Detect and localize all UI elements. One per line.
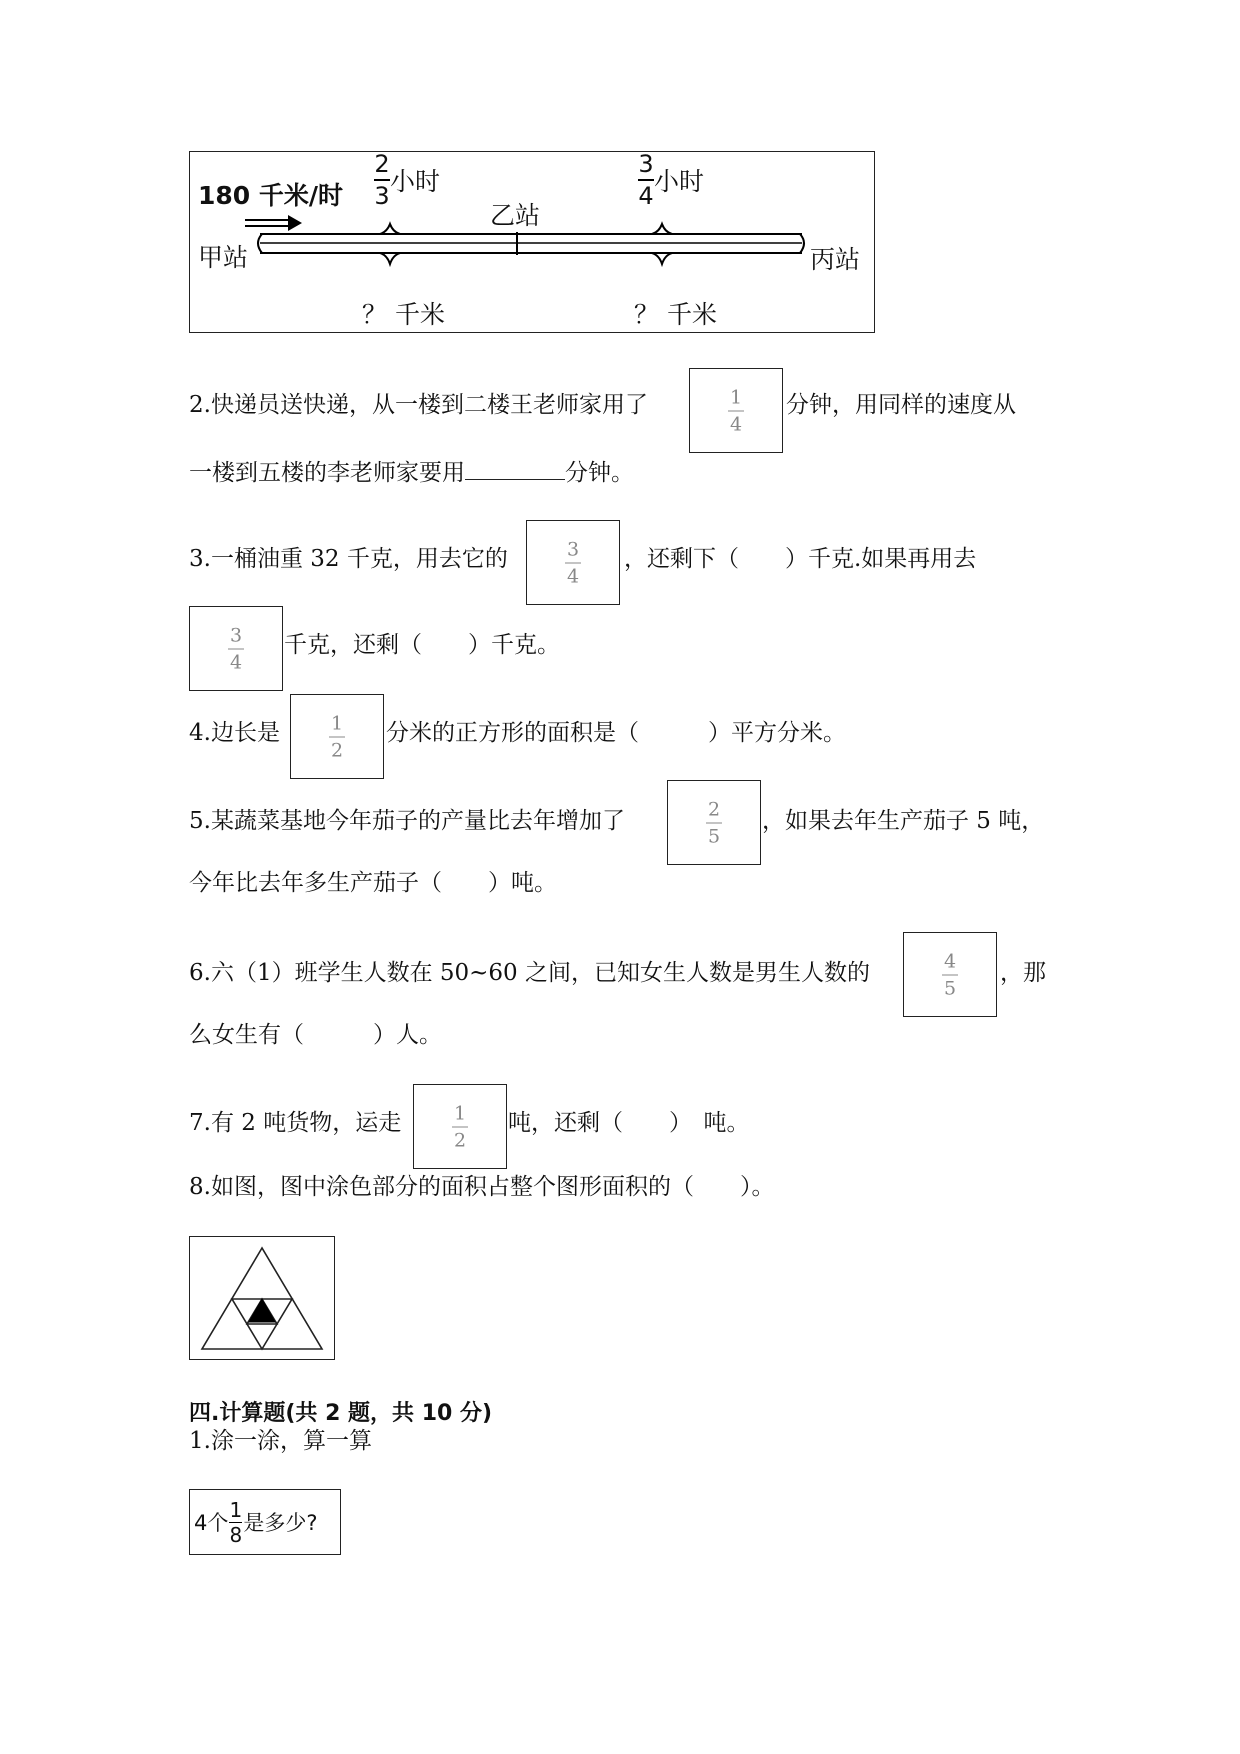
fraction: 3 4 — [566, 538, 580, 587]
question-7-end: 吨，还剩（ ） 吨。 — [508, 1110, 750, 1136]
q5-fraction-box — [667, 780, 761, 865]
question-4-end: 分米的正方形的面积是（ ）平方分米。 — [386, 720, 846, 746]
question-3-line1: 3.一桶油重 32 千克，用去它的 — [189, 546, 508, 572]
question-3-line1-end: ，还剩下（ ）千克.如果再用去 — [624, 546, 977, 572]
distance1-label: ？ 千米 — [362, 300, 445, 329]
distance2-label: ？ 千米 — [634, 300, 717, 329]
fraction: 3 4 — [229, 624, 243, 673]
q3-fraction-box-2 — [189, 606, 283, 691]
section-4-heading: 四.计算题(共 2 题，共 10 分) — [189, 1401, 493, 1426]
question-5-line1: 5.某蔬菜基地今年茄子的产量比去年增加了 — [189, 808, 625, 834]
question-6-line2: 么女生有（ ）人。 — [189, 1022, 442, 1048]
calc-prefix: 4个 — [194, 1511, 229, 1535]
calc-suffix: 是多少? — [243, 1511, 318, 1535]
speed-label: 180 千米/时 — [198, 181, 344, 210]
station-a-label: 甲站 — [198, 243, 249, 272]
q2-fraction-box — [689, 368, 783, 453]
question-7-start: 7.有 2 吨货物，运走 — [189, 1110, 402, 1136]
triangle-figure — [189, 1236, 335, 1360]
direction-arrow-icon — [245, 215, 302, 231]
time1-label: 2 3 小时 — [374, 150, 441, 210]
question-5-line2: 今年比去年多生产茄子（ ）吨。 — [189, 870, 557, 896]
question-2-line1: 2.快递员送快递，从一楼到二楼王老师家用了 — [189, 392, 648, 418]
fraction: 1 2 — [330, 712, 344, 761]
question-2-line2: 一楼到五楼的李老师家要用 分钟。 — [189, 460, 634, 486]
q4-fraction-box — [290, 694, 384, 779]
calc-fraction: 1 8 — [229, 1497, 243, 1547]
fraction: 4 5 — [943, 950, 957, 999]
question-6-line1-end: ，那 — [1000, 960, 1046, 986]
time2-label: 3 4 小时 — [638, 150, 705, 210]
calc-box — [189, 1489, 341, 1555]
question-6-line1: 6.六（1）班学生人数在 50~60 之间，已知女生人数是男生人数的 — [189, 960, 871, 986]
q7-fraction-box — [413, 1084, 507, 1169]
q3-fraction-box — [526, 520, 620, 605]
question-8: 8.如图，图中涂色部分的面积占整个图形面积的（ ）。 — [189, 1174, 775, 1200]
section-4-question-1: 1.涂一涂，算一算 — [189, 1428, 372, 1454]
fraction: 1 2 — [453, 1102, 467, 1151]
fraction: 1 4 — [729, 386, 743, 435]
nested-triangles-icon — [190, 1237, 334, 1359]
station-b-label: 乙站 — [490, 201, 541, 230]
question-3-line2: 千克，还剩（ ）千克。 — [284, 632, 560, 658]
answer-blank[interactable] — [465, 459, 565, 480]
question-2-line1-end: 分钟，用同样的速度从 — [786, 392, 1016, 418]
station-c-label: 丙站 — [810, 245, 861, 274]
q6-fraction-box — [903, 932, 997, 1017]
distance-diagram — [189, 151, 875, 333]
question-4-start: 4.边长是 — [189, 720, 280, 746]
brace-bottom — [262, 253, 800, 264]
fraction: 2 5 — [707, 798, 721, 847]
track-lines — [258, 232, 804, 255]
question-5-line1-end: ，如果去年生产茄子 5 吨， — [762, 808, 1045, 834]
